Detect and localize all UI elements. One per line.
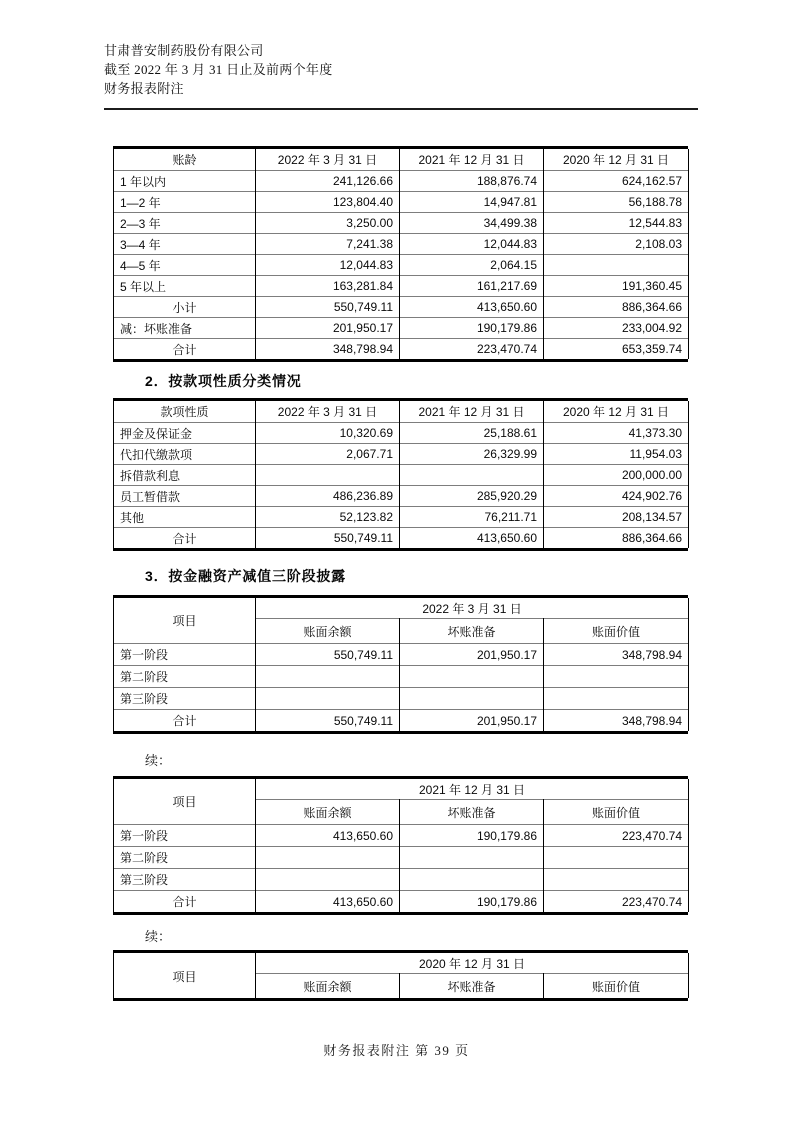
row-label-cell: 第二阶段 (114, 846, 256, 868)
value-cell: 348,798.94 (544, 643, 689, 665)
value-cell: 76,211.71 (400, 506, 544, 527)
value-cell: 223,470.74 (400, 338, 544, 359)
value-cell: 25,188.61 (400, 422, 544, 443)
col-header-cell: 2021 年 12 月 31 日 (400, 149, 544, 170)
table-header-row (114, 598, 689, 618)
value-cell: 550,749.11 (256, 527, 400, 548)
value-cell: 41,373.30 (544, 422, 689, 443)
value-cell: 208,134.57 (544, 506, 689, 527)
value-cell: 161,217.69 (400, 275, 544, 296)
item-header-cell: 项目 (114, 953, 256, 998)
table-row (114, 846, 689, 868)
aging-table (113, 146, 688, 362)
table-row (114, 422, 689, 443)
table-row (114, 254, 689, 275)
value-cell: 223,470.74 (544, 890, 689, 912)
col-header-cell: 账面余额 (256, 973, 400, 998)
value-cell: 413,650.60 (400, 527, 544, 548)
value-cell (400, 464, 544, 485)
total-row (114, 890, 689, 912)
table-row (114, 317, 689, 338)
item-header-cell: 项目 (114, 779, 256, 824)
col-header-cell: 2020 年 12 月 31 日 (544, 401, 689, 422)
stage-table-2020 (113, 950, 688, 1001)
col-header-cell: 2020 年 12 月 31 日 (544, 149, 689, 170)
company-name: 甘肃普安制药股份有限公司 (104, 43, 264, 58)
table-row (114, 443, 689, 464)
value-cell (256, 687, 400, 709)
value-cell (544, 868, 689, 890)
subtotal-row (114, 296, 689, 317)
table-header-row (114, 779, 689, 799)
row-label-cell: 第一阶段 (114, 643, 256, 665)
value-cell: 163,281.84 (256, 275, 400, 296)
value-cell: 11,954.03 (544, 443, 689, 464)
table-row (114, 868, 689, 890)
value-cell (544, 846, 689, 868)
value-cell: 52,123.82 (256, 506, 400, 527)
value-cell: 550,749.11 (256, 643, 400, 665)
table-header-row (114, 149, 689, 170)
value-cell (256, 464, 400, 485)
value-cell: 550,749.11 (256, 296, 400, 317)
row-label-cell: 合计 (114, 338, 256, 359)
value-cell (544, 665, 689, 687)
value-cell: 188,876.74 (400, 170, 544, 191)
stage-table-2021 (113, 776, 688, 915)
value-cell: 241,126.66 (256, 170, 400, 191)
table-row (114, 665, 689, 687)
row-label-cell: 第一阶段 (114, 824, 256, 846)
value-cell: 190,179.86 (400, 890, 544, 912)
value-cell: 2,108.03 (544, 233, 689, 254)
table-row (114, 643, 689, 665)
table-header-row (114, 401, 689, 422)
row-label-cell: 1 年以内 (114, 170, 256, 191)
col-header-cell: 坏账准备 (400, 973, 544, 998)
value-cell (400, 665, 544, 687)
value-cell: 190,179.86 (400, 824, 544, 846)
table-row (114, 485, 689, 506)
value-cell (544, 687, 689, 709)
value-cell: 413,650.60 (256, 890, 400, 912)
value-cell: 348,798.94 (544, 709, 689, 731)
nature-table (113, 398, 688, 551)
table-row (114, 170, 689, 191)
col-header-cell: 2022 年 3 月 31 日 (256, 401, 400, 422)
value-cell (256, 846, 400, 868)
value-cell (400, 687, 544, 709)
col-header-cell: 款项性质 (114, 401, 256, 422)
row-label-cell: 合计 (114, 890, 256, 912)
col-header-cell: 2021 年 12 月 31 日 (400, 401, 544, 422)
continued-label-2: 续： (145, 929, 172, 944)
value-cell: 7,241.38 (256, 233, 400, 254)
row-label-cell: 第三阶段 (114, 868, 256, 890)
table-row (114, 233, 689, 254)
col-header-cell: 账面余额 (256, 618, 400, 643)
row-label-cell: 2—3 年 (114, 212, 256, 233)
value-cell: 424,902.76 (544, 485, 689, 506)
value-cell: 348,798.94 (256, 338, 400, 359)
value-cell: 34,499.38 (400, 212, 544, 233)
value-cell (400, 846, 544, 868)
table-row (114, 464, 689, 485)
table-row (114, 191, 689, 212)
col-header-cell: 账面余额 (256, 799, 400, 824)
row-label-cell: 减：坏账准备 (114, 317, 256, 338)
col-header-cell: 账龄 (114, 149, 256, 170)
value-cell: 624,162.57 (544, 170, 689, 191)
value-cell: 653,359.74 (544, 338, 689, 359)
total-row (114, 527, 689, 548)
row-label-cell: 押金及保证金 (114, 422, 256, 443)
value-cell: 550,749.11 (256, 709, 400, 731)
value-cell: 190,179.86 (400, 317, 544, 338)
row-label-cell: 代扣代缴款项 (114, 443, 256, 464)
value-cell: 12,544.83 (544, 212, 689, 233)
row-label-cell: 合计 (114, 527, 256, 548)
value-cell: 413,650.60 (400, 296, 544, 317)
table-row (114, 506, 689, 527)
col-header-cell: 2022 年 3 月 31 日 (256, 149, 400, 170)
row-label-cell: 拆借款利息 (114, 464, 256, 485)
value-cell: 886,364.66 (544, 296, 689, 317)
total-row (114, 338, 689, 359)
item-header-cell: 项目 (114, 598, 256, 643)
row-label-cell: 员工暂借款 (114, 485, 256, 506)
value-cell: 3,250.00 (256, 212, 400, 233)
col-header-cell: 账面价值 (544, 973, 689, 998)
col-header-cell: 账面价值 (544, 799, 689, 824)
col-header-cell: 账面价值 (544, 618, 689, 643)
col-header-cell: 坏账准备 (400, 618, 544, 643)
value-cell: 233,004.92 (544, 317, 689, 338)
value-cell: 201,950.17 (400, 709, 544, 731)
value-cell: 26,329.99 (400, 443, 544, 464)
value-cell: 14,947.81 (400, 191, 544, 212)
value-cell: 2,064.15 (400, 254, 544, 275)
value-cell: 2,067.71 (256, 443, 400, 464)
row-label-cell: 合计 (114, 709, 256, 731)
page-footer: 财务报表附注 第 39 页 (323, 1043, 470, 1058)
value-cell: 200,000.00 (544, 464, 689, 485)
value-cell (400, 868, 544, 890)
continued-label-1: 续： (145, 753, 172, 768)
row-label-cell: 5 年以上 (114, 275, 256, 296)
date-header-cell: 2021 年 12 月 31 日 (256, 779, 689, 799)
row-label-cell: 4—5 年 (114, 254, 256, 275)
row-label-cell: 第三阶段 (114, 687, 256, 709)
period-line: 截至 2022 年 3 月 31 日止及前两个年度 (104, 62, 333, 77)
value-cell: 201,950.17 (400, 643, 544, 665)
value-cell: 56,188.78 (544, 191, 689, 212)
row-label-cell: 1—2 年 (114, 191, 256, 212)
row-label-cell: 3—4 年 (114, 233, 256, 254)
value-cell: 886,364.66 (544, 527, 689, 548)
date-header-cell: 2022 年 3 月 31 日 (256, 598, 689, 618)
table-row (114, 824, 689, 846)
total-row (114, 709, 689, 731)
value-cell: 123,804.40 (256, 191, 400, 212)
value-cell: 12,044.83 (400, 233, 544, 254)
value-cell: 12,044.83 (256, 254, 400, 275)
header-divider (104, 108, 698, 110)
value-cell: 285,920.29 (400, 485, 544, 506)
col-header-cell: 坏账准备 (400, 799, 544, 824)
row-label-cell: 第二阶段 (114, 665, 256, 687)
section-3-heading: 3．按金融资产减值三阶段披露 (145, 568, 346, 584)
row-label-cell: 其他 (114, 506, 256, 527)
value-cell: 413,650.60 (256, 824, 400, 846)
doc-title: 财务报表附注 (104, 81, 184, 96)
table-header-row (114, 953, 689, 973)
value-cell: 223,470.74 (544, 824, 689, 846)
section-2-heading: 2．按款项性质分类情况 (145, 373, 302, 389)
value-cell: 201,950.17 (256, 317, 400, 338)
row-label-cell: 小计 (114, 296, 256, 317)
value-cell (256, 665, 400, 687)
table-row (114, 275, 689, 296)
value-cell (256, 868, 400, 890)
value-cell: 486,236.89 (256, 485, 400, 506)
stage-table-2022 (113, 595, 688, 734)
value-cell: 191,360.45 (544, 275, 689, 296)
page-header (104, 41, 333, 98)
table-row (114, 687, 689, 709)
date-header-cell: 2020 年 12 月 31 日 (256, 953, 689, 973)
value-cell: 10,320.69 (256, 422, 400, 443)
value-cell (544, 254, 689, 275)
table-row (114, 212, 689, 233)
